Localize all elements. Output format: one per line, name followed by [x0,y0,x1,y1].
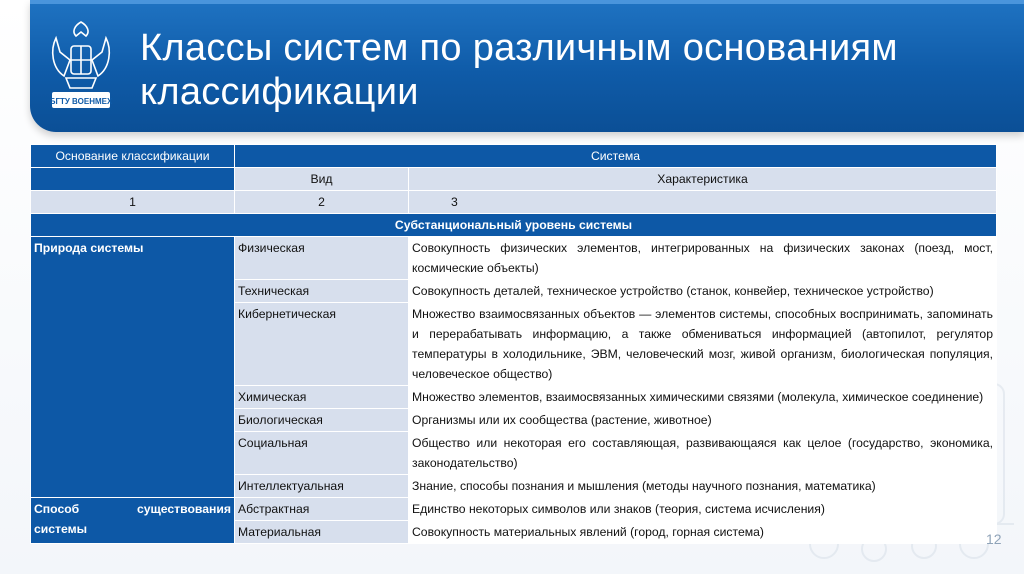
university-emblem-icon [46,16,116,114]
kind-cell: Кибернетическая [235,303,409,386]
description-cell: Общество или некоторая его составляющая, развивающаяся как целое (государство, экономика, законодательство) [409,432,997,475]
logo-text: БГТУ ВОЕНМЕХ [49,97,113,106]
description-cell: Совокупность физических элементов, интегрированных на физических законах (поезд, мост, космические объекты) [409,237,997,280]
group-label-nature: Природа системы [31,237,235,498]
page-number: 12 [986,531,1002,547]
kind-cell: Химическая [235,386,409,409]
description-cell: Совокупность деталей, техническое устройство (станок, конвейер, техническое устройство) [409,280,997,303]
kind-cell: Социальная [235,432,409,475]
description-cell: Множество элементов, взаимосвязанных химическими связями (молекула, химическое соединение) [409,386,997,409]
description-cell: Множество взаимосвязанных объектов — элементов системы, способных воспринимать, запоминать и перерабатывать информацию, а также обмениваться информацией (автопилот, регулятор температуры в холодильнике, ЭВМ, человеческий мозг, живой организм, биологическая популяция, человеческое общество) [409,303,997,386]
kind-cell: Техническая [235,280,409,303]
table-row [31,237,997,280]
section-row [31,214,997,237]
group-label-word: Способ [34,502,80,516]
header-basis: Основание классификации [31,145,235,168]
header-characteristic: Характеристика [409,168,997,191]
kind-cell: Биологическая [235,409,409,432]
description-cell: Знание, способы познания и мышления (методы научного познания, математика) [409,475,997,498]
column-number-2: 2 [235,191,409,214]
group-label-existence [31,498,235,544]
group-label-word: существования [136,502,231,516]
description-cell: Совокупность материальных явлений (город, горная система) [409,521,997,544]
header-system: Система [235,145,997,168]
kind-cell: Физическая [235,237,409,280]
slide-title: Классы систем по различным основаниям классификации [140,27,898,113]
table-header-row [31,145,997,168]
kind-cell: Интеллектуальная [235,475,409,498]
group-label-line [34,499,231,519]
column-number-3: 3 [409,191,997,214]
classification-table [30,144,997,544]
kind-cell: Абстрактная [235,498,409,521]
group-label-word: системы [34,522,88,536]
table-subheader-row [31,168,997,191]
description-cell: Единство некоторых символов или знаков (теория, система исчисления) [409,498,997,521]
header-kind: Вид [235,168,409,191]
column-number-1: 1 [31,191,235,214]
description-cell: Организмы или их сообщества (растение, животное) [409,409,997,432]
table-number-row [31,191,997,214]
table-row [31,498,997,521]
header-empty-cell [31,168,235,191]
kind-cell: Материальная [235,521,409,544]
banner-top-line [30,0,1024,4]
section-title: Субстанциональный уровень системы [31,214,997,237]
